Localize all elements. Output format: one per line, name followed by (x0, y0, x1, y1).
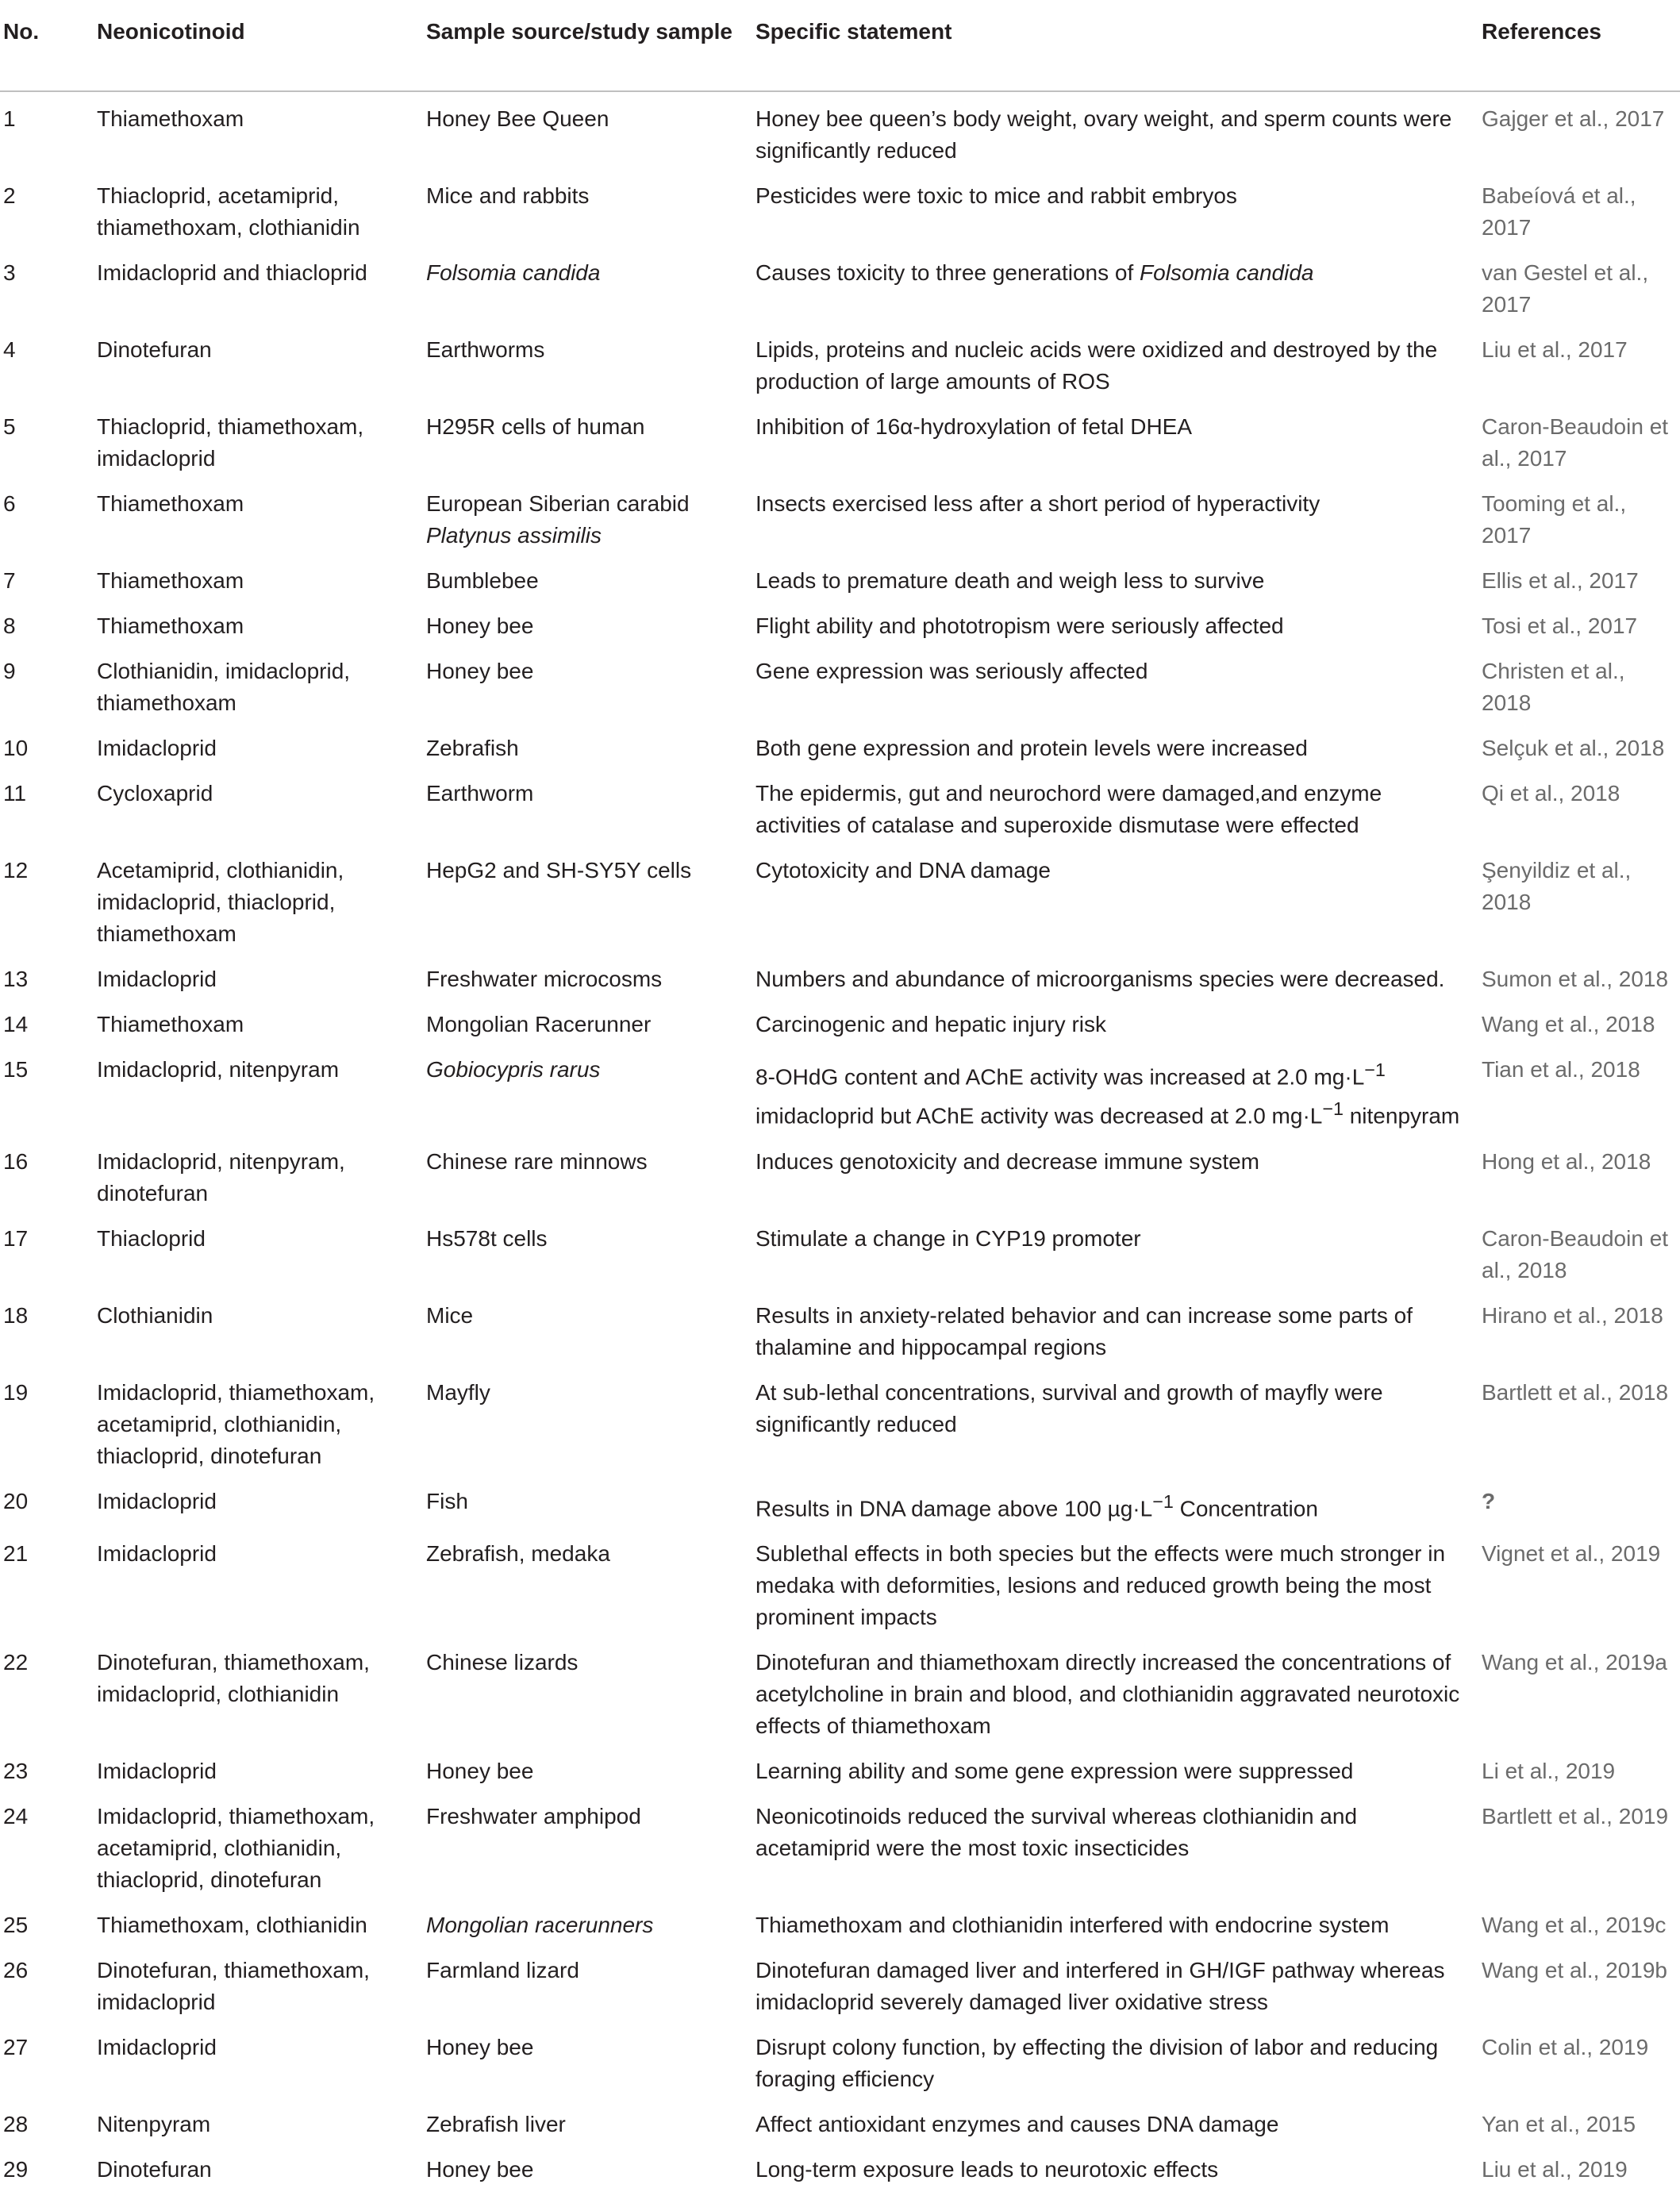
table-row (0, 1744, 1680, 1790)
table-row (0, 554, 1680, 599)
cell-reference: Şenyildiz et al., 2018 (1482, 858, 1632, 914)
superscript: −1 (1364, 1059, 1386, 1080)
cell-statement: Inhibition of 16α-hydroxylation of fetal DHEA (755, 414, 1193, 439)
cell-neonicotinoid: Thiacloprid, thiamethoxam, imidacloprid (97, 414, 364, 471)
cell-statement: Results in anxiety-related behavior and can increase some parts of thalamine and hippocampal regions (755, 1302, 1413, 1359)
table-row (0, 844, 1680, 952)
cell-sample: Mongolian Racerunner (426, 1012, 652, 1036)
cell-neonicotinoid: Imidacloprid, thiamethoxam, acetamiprid, clothianidin, thiacloprid, dinotefuran (97, 1803, 375, 1892)
statement-text: imidacloprid but AChE activity was decreased at 2.0 mg·L (755, 1103, 1323, 1129)
cell-neonicotinoid: Thiacloprid, acetamiprid, thiamethoxam, clothianidin (97, 183, 360, 240)
cell-sample: Chinese rare minnows (426, 1148, 648, 1174)
cell-neonicotinoid: Imidacloprid (97, 1488, 217, 1513)
cell-sample: Mongolian racerunners (426, 1912, 654, 1937)
table-row (0, 246, 1680, 323)
cell-no: 18 (3, 1302, 29, 1328)
cell-sample: Zebrafish liver (426, 2111, 566, 2136)
cell-statement: Stimulate a change in CYP19 promoter (755, 1225, 1141, 1251)
cell-reference: Selçuk et al., 2018 (1482, 736, 1665, 760)
cell-sample: Mice and rabbits (426, 183, 590, 208)
cell-neonicotinoid: Dinotefuran (97, 337, 212, 362)
cell-sample: Folsomia candida (426, 260, 601, 285)
cell-sample: Hs578t cells (426, 1225, 548, 1251)
neonicotinoid-effects-table (0, 16, 1680, 2188)
sample-text: European Siberian carabid (426, 491, 690, 516)
cell-no: 3 (3, 260, 16, 285)
cell-no: 12 (3, 858, 29, 883)
cell-statement: Thiamethoxam and clothianidin interfered with endocrine system (755, 1912, 1390, 1937)
cell-reference: Liu et al., 2019 (1482, 2156, 1628, 2182)
cell-neonicotinoid: Acetamiprid, clothianidin, imidacloprid, thiacloprid, thiamethoxam (97, 858, 344, 946)
cell-no: 15 (3, 1057, 29, 1082)
cell-sample: Honey bee (426, 2034, 534, 2059)
cell-neonicotinoid: Thiamethoxam (97, 106, 244, 131)
cell-reference: Sumon et al., 2018 (1482, 967, 1669, 991)
cell-sample: Earthworm (426, 781, 534, 806)
cell-sample: Honey bee (426, 613, 534, 638)
cell-no: 20 (3, 1488, 29, 1513)
cell-reference: Li et al., 2019 (1482, 1758, 1616, 1783)
table-row (0, 2143, 1680, 2188)
cell-statement: Neonicotinoids reduced the survival whereas clothianidin and acetamiprid were the most toxic insecticides (755, 1803, 1358, 1860)
table-row (0, 169, 1680, 246)
cell-reference: Wang et al., 2019b (1482, 1957, 1668, 1982)
cell-neonicotinoid: Imidacloprid (97, 736, 217, 760)
cell-reference: Yan et al., 2015 (1482, 2111, 1636, 2136)
table-row (0, 2098, 1680, 2143)
cell-neonicotinoid: Imidacloprid and thiacloprid (97, 260, 367, 285)
table-row (0, 998, 1680, 1043)
cell-sample: Gobiocypris rarus (426, 1057, 601, 1082)
species-name: Platynus assimilis (426, 523, 602, 548)
cell-neonicotinoid: Imidacloprid, nitenpyram (97, 1057, 340, 1082)
cell-no: 26 (3, 1957, 29, 1982)
cell-statement: Induces genotoxicity and decrease immune system (755, 1148, 1259, 1174)
cell-reference: Christen et al., 2018 (1482, 659, 1625, 715)
statement-text: 8-OHdG content and AChE activity was increased at 2.0 mg·L (755, 1064, 1365, 1090)
cell-no: 19 (3, 1379, 29, 1405)
table-row (0, 1944, 1680, 2021)
table-row (0, 721, 1680, 767)
cell-sample: HepG2 and SH-SY5Y cells (426, 858, 692, 883)
cell-neonicotinoid: Thiamethoxam (97, 491, 244, 516)
cell-reference: Hong et al., 2018 (1482, 1148, 1651, 1174)
statement-text: nitenpyram (1343, 1103, 1460, 1129)
header-statement: Specific statement (752, 16, 1478, 91)
cell-reference: Qi et al., 2018 (1482, 781, 1620, 806)
header-references: References (1478, 16, 1680, 91)
cell-reference: Ellis et al., 2017 (1482, 568, 1639, 593)
cell-no: 29 (3, 2156, 29, 2182)
cell-no: 5 (3, 414, 16, 439)
cell-statement: Both gene expression and protein levels were increased (755, 736, 1308, 760)
cell-neonicotinoid: Thiamethoxam (97, 568, 244, 593)
superscript: −1 (1152, 1490, 1174, 1512)
table-row (0, 644, 1680, 721)
header-row (0, 16, 1680, 91)
cell-sample: Honey bee (426, 1758, 534, 1783)
cell-statement: Affect antioxidant enzymes and causes DNA damage (755, 2111, 1279, 2136)
cell-reference: Bartlett et al., 2019 (1482, 1803, 1669, 1828)
table-row (0, 1636, 1680, 1744)
cell-reference: Tian et al., 2018 (1482, 1057, 1640, 1082)
table-row (0, 767, 1680, 844)
cell-neonicotinoid: Dinotefuran, thiamethoxam, imidacloprid, clothianidin (97, 1649, 370, 1706)
cell-neonicotinoid: Thiamethoxam (97, 613, 244, 638)
cell-sample: Freshwater amphipod (426, 1803, 641, 1828)
cell-sample: Fish (426, 1488, 468, 1513)
statement-text: Results in DNA damage above 100 µg·L (755, 1495, 1153, 1521)
cell-reference: Hirano et al., 2018 (1482, 1302, 1663, 1328)
cell-statement: Carcinogenic and hepatic injury risk (755, 1012, 1106, 1036)
cell-statement (752, 1043, 1478, 1135)
cell-no: 9 (3, 659, 16, 683)
cell-reference: Wang et al., 2019a (1482, 1649, 1668, 1675)
table-row (0, 91, 1680, 169)
header-no: No. (0, 16, 94, 91)
cell-statement: Dinotefuran damaged liver and interfered in GH/IGF pathway whereas imidacloprid severely damaged liver oxidative stress (755, 1957, 1445, 2014)
cell-statement: Honey bee queen’s body weight, ovary weight, and sperm counts were significantly reduced (755, 106, 1452, 163)
statement-text: Concentration (1173, 1495, 1318, 1521)
cell-sample: Honey bee (426, 2156, 534, 2182)
cell-reference: Vignet et al., 2019 (1482, 1540, 1661, 1566)
cell-reference: Tosi et al., 2017 (1482, 613, 1638, 638)
cell-statement (752, 246, 1478, 323)
header-neonicotinoid: Neonicotinoid (94, 16, 423, 91)
cell-reference: Caron-Beaudoin et al., 2018 (1482, 1225, 1669, 1282)
cell-sample: Bumblebee (426, 568, 539, 593)
table-row (0, 599, 1680, 644)
cell-sample: H295R cells of human (426, 414, 645, 439)
cell-neonicotinoid: Thiamethoxam, clothianidin (97, 1912, 367, 1937)
cell-neonicotinoid: Cycloxaprid (97, 781, 213, 806)
cell-neonicotinoid: Imidacloprid, thiamethoxam, acetamiprid, clothianidin, thiacloprid, dinotefuran (97, 1379, 375, 1468)
cell-no: 1 (3, 106, 16, 131)
cell-statement: Pesticides were toxic to mice and rabbit embryos (755, 183, 1237, 208)
cell-no: 23 (3, 1758, 29, 1783)
cell-statement: The epidermis, gut and neurochord were damaged,and enzyme activities of catalase and superoxide dismutase were effected (755, 781, 1382, 837)
cell-no: 10 (3, 736, 29, 760)
table-row (0, 477, 1680, 554)
cell-reference: Colin et al., 2019 (1482, 2034, 1649, 2059)
cell-no: 27 (3, 2034, 29, 2059)
superscript: −1 (1322, 1098, 1344, 1120)
cell-neonicotinoid: Imidacloprid (97, 2034, 217, 2059)
cell-sample: Mice (426, 1302, 474, 1328)
cell-reference: Bartlett et al., 2018 (1482, 1379, 1669, 1405)
cell-statement (752, 1475, 1478, 1527)
cell-no: 2 (3, 183, 16, 208)
cell-no: 6 (3, 491, 16, 516)
cell-no: 8 (3, 613, 16, 638)
cell-sample: Mayfly (426, 1379, 490, 1405)
table-row (0, 1043, 1680, 1135)
cell-reference: Liu et al., 2017 (1482, 337, 1628, 362)
cell-statement: Insects exercised less after a short period of hyperactivity (755, 491, 1321, 516)
cell-statement: At sub-lethal concentrations, survival and growth of mayfly were significantly reduced (755, 1379, 1383, 1436)
cell-statement: Gene expression was seriously affected (755, 659, 1148, 683)
cell-no: 24 (3, 1803, 29, 1828)
cell-sample (423, 477, 752, 554)
cell-statement: Leads to premature death and weigh less to survive (755, 568, 1265, 593)
cell-sample: Zebrafish (426, 736, 519, 760)
cell-neonicotinoid: Dinotefuran, thiamethoxam, imidacloprid (97, 1957, 370, 2014)
cell-statement: Learning ability and some gene expression were suppressed (755, 1758, 1354, 1783)
statement-text: Causes toxicity to three generations of (755, 260, 1140, 285)
cell-sample: Farmland lizard (426, 1957, 579, 1982)
cell-statement: Lipids, proteins and nucleic acids were oxidized and destroyed by the production of large amounts of ROS (755, 337, 1438, 394)
cell-sample: Earthworms (426, 337, 545, 362)
cell-statement: Numbers and abundance of microorganisms species were decreased. (755, 967, 1445, 991)
cell-reference: Gajger et al., 2017 (1482, 106, 1665, 131)
cell-neonicotinoid: Nitenpyram (97, 2111, 211, 2136)
cell-no: 17 (3, 1225, 29, 1251)
cell-reference: ? (1482, 1488, 1496, 1513)
species-name: Folsomia candida (1140, 260, 1314, 285)
cell-neonicotinoid: Imidacloprid, nitenpyram, dinotefuran (97, 1148, 345, 1206)
cell-sample: Zebrafish, medaka (426, 1540, 610, 1566)
cell-sample: Honey bee (426, 659, 534, 683)
cell-reference: Wang et al., 2018 (1482, 1012, 1655, 1036)
cell-neonicotinoid: Imidacloprid (97, 1758, 217, 1783)
cell-no: 7 (3, 568, 16, 593)
cell-statement: Cytotoxicity and DNA damage (755, 858, 1051, 883)
cell-statement: Disrupt colony function, by effecting the division of labor and reducing foraging efficiency (755, 2034, 1439, 2091)
table-row (0, 952, 1680, 998)
table-row (0, 1790, 1680, 1898)
table-row (0, 400, 1680, 477)
cell-neonicotinoid: Clothianidin (97, 1302, 213, 1328)
cell-no: 22 (3, 1649, 29, 1675)
cell-no: 11 (3, 781, 27, 806)
cell-no: 25 (3, 1912, 29, 1937)
cell-statement: Sublethal effects in both species but the effects were much stronger in medaka with deformities, lesions and reduced growth being the most prominent impacts (755, 1540, 1446, 1629)
cell-no: 28 (3, 2111, 29, 2136)
cell-no: 13 (3, 967, 29, 991)
cell-reference: Babeíová et al., 2017 (1482, 183, 1636, 240)
cell-statement: Dinotefuran and thiamethoxam directly increased the concentrations of acetylcholine in brain and blood, and clothianidin aggravated neurotoxic effects of thiamethoxam (755, 1649, 1460, 1738)
cell-reference: Wang et al., 2019c (1482, 1912, 1667, 1937)
cell-no: 21 (3, 1540, 29, 1566)
cell-sample: Freshwater microcosms (426, 967, 663, 991)
cell-no: 14 (3, 1012, 29, 1036)
cell-neonicotinoid: Dinotefuran (97, 2156, 212, 2182)
cell-reference: Tooming et al., 2017 (1482, 491, 1627, 548)
header-sample: Sample source/study sample (423, 16, 752, 91)
table-row (0, 2021, 1680, 2098)
cell-statement: Flight ability and phototropism were seriously affected (755, 613, 1284, 638)
cell-statement: Long-term exposure leads to neurotoxic effects (755, 2156, 1219, 2182)
cell-sample: Chinese lizards (426, 1649, 579, 1675)
table-row (0, 323, 1680, 400)
table-row (0, 1527, 1680, 1636)
cell-sample: Honey Bee Queen (426, 106, 609, 131)
cell-neonicotinoid: Imidacloprid (97, 1540, 217, 1566)
table-row (0, 1898, 1680, 1944)
cell-no: 4 (3, 337, 16, 362)
table-row (0, 1212, 1680, 1289)
table-row (0, 1366, 1680, 1475)
cell-reference: van Gestel et al., 2017 (1482, 260, 1649, 317)
table-row (0, 1289, 1680, 1366)
table-row (0, 1475, 1680, 1527)
cell-neonicotinoid: Imidacloprid (97, 967, 217, 991)
table-row (0, 1135, 1680, 1212)
cell-neonicotinoid: Clothianidin, imidacloprid, thiamethoxam (97, 659, 351, 715)
cell-neonicotinoid: Thiamethoxam (97, 1012, 244, 1036)
cell-no: 16 (3, 1148, 29, 1174)
cell-neonicotinoid: Thiacloprid (97, 1225, 206, 1251)
cell-reference: Caron-Beaudoin et al., 2017 (1482, 414, 1669, 471)
